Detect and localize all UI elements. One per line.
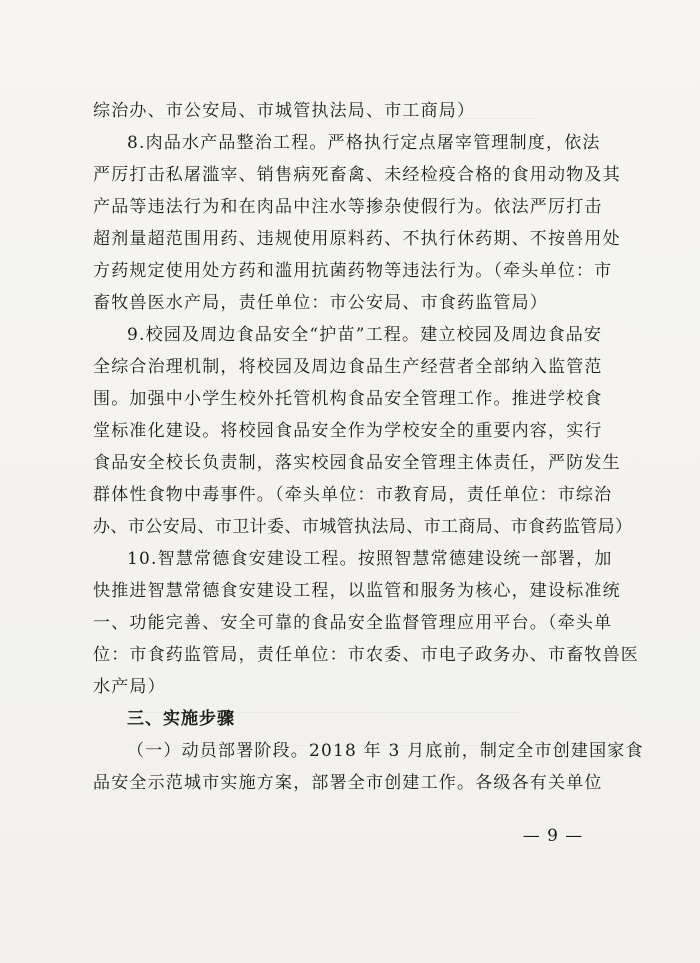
text-line: 综治办、市公安局、市城管执法局、市工商局） (93, 101, 476, 121)
text-line: 产品等违法行为和在肉品中注水等掺杂使假行为。依法严厉打击 (93, 197, 603, 217)
text-line: 群体性食物中毒事件。（牵头单位：市教育局，责任单位：市综治 (93, 485, 613, 505)
paragraph-item-9: 9.校园及周边食品安全“护苗”工程。建立校园及周边食品安 (127, 325, 603, 345)
text-line: 水产局） (93, 677, 166, 697)
text-line: 品安全示范城市实施方案，部署全市创建工作。各级各有关单位 (93, 773, 603, 793)
page-number: — 9 — (522, 826, 584, 846)
section-heading: 三、实施步骤 (127, 709, 235, 729)
text-line: 畜牧兽医水产局，责任单位：市公安局、市食药监管局） (93, 293, 548, 313)
text-line: 全综合治理机制，将校园及周边食品生产经营者全部纳入监管范 (93, 357, 603, 377)
text-line: 方药规定使用处方药和滥用抗菌药物等违法行为。（牵头单位：市 (93, 261, 613, 281)
text-line: 位：市食药监管局，责任单位：市农委、市电子政务办、市畜牧兽医 (93, 645, 639, 665)
text-line: 办、市公安局、市卫计委、市城管执法局、市工商局、市食药监管局） (93, 517, 633, 537)
text-line: 堂标准化建设。将校园食品安全作为学校安全的重要内容，实行 (93, 421, 603, 441)
text-line: 严厉打击私屠滥宰、销售病死畜禽、未经检疫合格的食用动物及其 (93, 165, 621, 185)
text-line: 围。加强中小学生校外托管机构食品安全管理工作。推进学校食 (93, 389, 603, 409)
document-body (93, 95, 644, 799)
text-line: 食品安全校长负责制，落实校园食品安全管理主体责任，严防发生 (93, 453, 621, 473)
paragraph-item-10: 10.智慧常德食安建设工程。按照智慧常德建设统一部署，加 (127, 549, 613, 569)
text-line: 快推进智慧常德食安建设工程，以监管和服务为核心，建设标准统 (93, 581, 621, 601)
text-line: 超剂量超范围用药、违规使用原料药、不执行休药期、不按兽用处 (93, 229, 621, 249)
paragraph-item-8: 8.肉品水产品整治工程。严格执行定点屠宰管理制度，依法 (127, 133, 601, 153)
paragraph-phase-1: （一）动员部署阶段。2018 年 3 月底前，制定全市创建国家食 (127, 741, 644, 761)
text-line: 一、功能完善、安全可靠的食品安全监督管理应用平台。（牵头单 (93, 613, 613, 633)
